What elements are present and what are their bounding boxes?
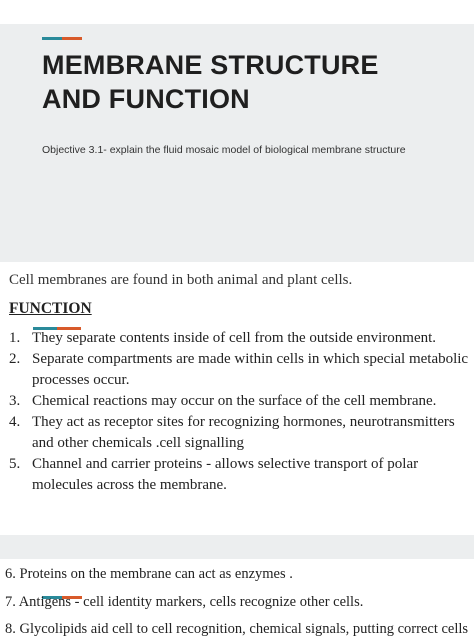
list-item: 8. Glycolipids aid cell to cell recognition, chemical signals, putting correct cells xyxy=(5,621,469,637)
function-list xyxy=(9,328,469,496)
title-accent-bar xyxy=(42,37,82,40)
intro-text: Cell membranes are found in both animal and plant cells. xyxy=(9,272,353,288)
list-item: 6. Proteins on the membrane can act as enzymes . xyxy=(5,566,293,582)
list-number: 5. xyxy=(9,456,21,472)
list-item-text: They separate contents inside of cell from the outside environment. xyxy=(32,330,437,346)
list-item xyxy=(9,328,469,349)
list-item: 7. Antigens - cell identity markers, cells recognize other cells. xyxy=(5,594,364,610)
list-item-text: They act as receptor sites for recognizing hormones, neurotransmitters and other chemicals .cell signalling xyxy=(32,414,455,451)
function-heading: FUNCTION xyxy=(9,300,92,317)
list-item xyxy=(9,349,469,391)
list-item-text: Channel and carrier proteins - allows selective transport of polar molecules across the membrane. xyxy=(32,456,419,493)
list-item xyxy=(9,412,469,454)
page-title: MEMBRANE STRUCTURE AND FUNCTION xyxy=(42,50,379,114)
list-item xyxy=(9,454,469,496)
list-number: 4. xyxy=(9,414,21,430)
list-number: 3. xyxy=(9,393,21,409)
list-item-text: Separate compartments are made within cells in which special metabolic processes occur. xyxy=(32,351,469,388)
list-item xyxy=(9,391,469,412)
slide-divider xyxy=(0,535,474,559)
objective-text: Objective 3.1- explain the fluid mosaic model of biological membrane structure xyxy=(42,144,406,156)
list-number: 1. xyxy=(9,330,21,346)
page-top-margin xyxy=(0,0,474,24)
list-number: 2. xyxy=(9,351,21,367)
list-item-text: Chemical reactions may occur on the surface of the cell membrane. xyxy=(32,393,437,409)
